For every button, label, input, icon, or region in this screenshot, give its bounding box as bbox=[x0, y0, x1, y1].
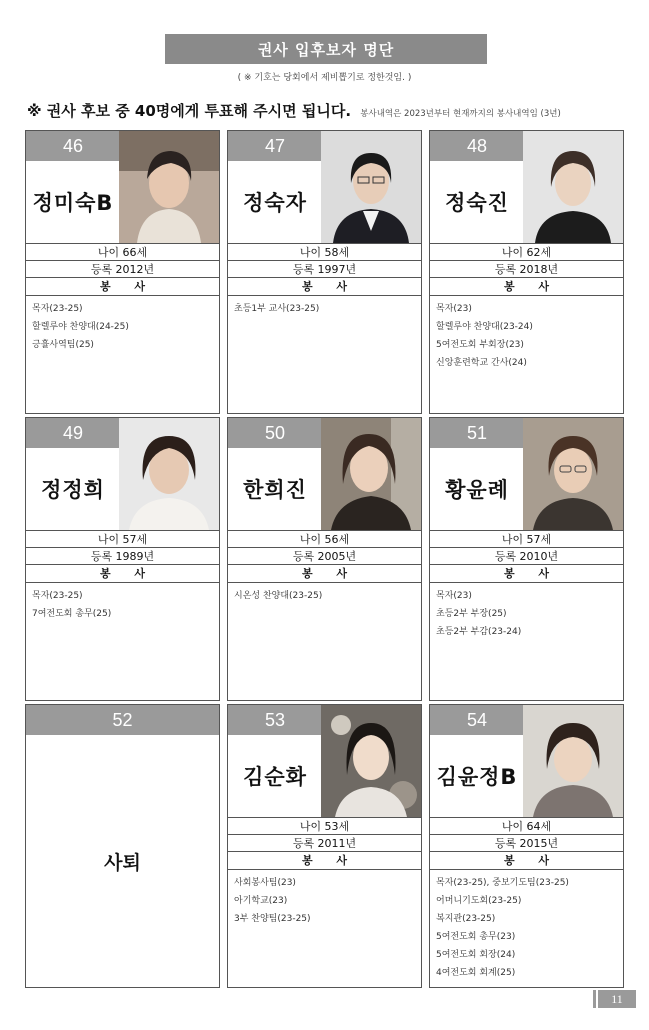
service-item: 아기학교(23) bbox=[234, 896, 288, 906]
candidate-photo bbox=[119, 131, 219, 243]
service-header: 봉 사 bbox=[430, 564, 623, 581]
service-header: 봉 사 bbox=[228, 851, 421, 868]
candidate-card bbox=[429, 130, 624, 414]
service-list bbox=[430, 582, 623, 645]
service-item: 초등2부 부장(25) bbox=[436, 609, 507, 619]
candidate-age: 나이 66세 bbox=[26, 243, 219, 260]
service-item: 목자(23-25), 중보기도팀(23-25) bbox=[436, 878, 569, 888]
service-item: 목자(23) bbox=[436, 304, 472, 314]
candidate-age: 나이 58세 bbox=[228, 243, 421, 260]
candidate-card bbox=[25, 130, 220, 414]
service-item: 3부 찬양팀(23-25) bbox=[234, 914, 311, 924]
service-item: 어머니기도회(23-25) bbox=[436, 896, 522, 906]
candidate-number: 50 bbox=[228, 418, 322, 448]
candidate-registration: 등록 1989년 bbox=[26, 547, 219, 564]
candidate-card bbox=[429, 704, 624, 988]
instruction-note: 봉사내역은 2023년부터 현재까지의 봉사내역임 (3년) bbox=[360, 109, 561, 119]
candidate-age: 나이 62세 bbox=[430, 243, 623, 260]
candidate-number: 46 bbox=[26, 131, 120, 161]
instruction-main: ※ 권사 후보 중 40명에게 투표해 주시면 됩니다. bbox=[27, 102, 352, 120]
candidate-photo bbox=[321, 418, 421, 530]
service-item: 복지관(23-25) bbox=[436, 914, 496, 924]
candidate-age: 나이 56세 bbox=[228, 530, 421, 547]
service-item: 할렐루야 찬양대(23-24) bbox=[436, 322, 533, 332]
candidate-number: 49 bbox=[26, 418, 120, 448]
candidate-age: 나이 57세 bbox=[430, 530, 623, 547]
service-item: 긍휼사역팀(25) bbox=[32, 340, 94, 350]
candidate-name: 정정희 bbox=[41, 478, 105, 502]
candidate-registration: 등록 1997년 bbox=[228, 260, 421, 277]
candidate-grid bbox=[25, 130, 624, 988]
service-item: 목자(23-25) bbox=[32, 591, 83, 601]
service-header: 봉 사 bbox=[430, 277, 623, 294]
candidate-name: 김순화 bbox=[243, 765, 307, 789]
candidate-registration: 등록 2011년 bbox=[228, 834, 421, 851]
candidate-number: 47 bbox=[228, 131, 322, 161]
service-list bbox=[228, 869, 421, 932]
candidate-registration: 등록 2018년 bbox=[430, 260, 623, 277]
candidate-registration: 등록 2010년 bbox=[430, 547, 623, 564]
retired-label: 사퇴 bbox=[104, 851, 141, 874]
service-list bbox=[228, 295, 421, 322]
candidate-photo bbox=[321, 705, 421, 817]
service-item: 4여전도회 회계(25) bbox=[436, 968, 516, 978]
service-list bbox=[430, 869, 623, 986]
candidate-photo bbox=[321, 131, 421, 243]
candidate-age: 나이 64세 bbox=[430, 817, 623, 834]
service-item: 5여전도회 부회장(23) bbox=[436, 340, 524, 350]
candidate-number: 48 bbox=[430, 131, 524, 161]
candidate-name: 황윤례 bbox=[445, 478, 509, 502]
page-number: 11 bbox=[598, 990, 636, 1008]
service-item: 목자(23) bbox=[436, 591, 472, 601]
service-item: 시온성 찬양대(23-25) bbox=[234, 591, 323, 601]
candidate-name: 정숙진 bbox=[445, 191, 509, 215]
candidate-number: 51 bbox=[430, 418, 524, 448]
service-item: 목자(23-25) bbox=[32, 304, 83, 314]
candidate-name: 김윤정B bbox=[436, 765, 518, 789]
service-list bbox=[228, 582, 421, 609]
service-list bbox=[430, 295, 623, 376]
service-item: 사회봉사팀(23) bbox=[234, 878, 296, 888]
candidate-photo bbox=[119, 418, 219, 530]
candidate-registration: 등록 2012년 bbox=[26, 260, 219, 277]
service-item: 초등1부 교사(23-25) bbox=[234, 304, 320, 314]
candidate-name: 정숙자 bbox=[243, 191, 307, 215]
service-item: 7여전도회 총무(25) bbox=[32, 609, 112, 619]
candidate-registration: 등록 2005년 bbox=[228, 547, 421, 564]
page-title: 권사 입후보자 명단 bbox=[165, 34, 487, 64]
candidate-photo bbox=[523, 705, 623, 817]
service-item: 5여전도회 총무(23) bbox=[436, 932, 516, 942]
candidate-age: 나이 53세 bbox=[228, 817, 421, 834]
candidate-card bbox=[227, 417, 422, 701]
candidate-number: 52 bbox=[26, 705, 219, 735]
candidate-photo bbox=[523, 418, 623, 530]
service-header: 봉 사 bbox=[228, 277, 421, 294]
service-header: 봉 사 bbox=[26, 277, 219, 294]
service-list bbox=[26, 295, 219, 358]
candidate-card-retired bbox=[25, 704, 220, 988]
candidate-number: 54 bbox=[430, 705, 524, 735]
candidate-name: 정미숙B bbox=[32, 191, 114, 215]
service-header: 봉 사 bbox=[26, 564, 219, 581]
page-subtitle: ( ※ 기호는 당회에서 제비뽑기로 정한것임. ) bbox=[237, 73, 412, 83]
service-header: 봉 사 bbox=[430, 851, 623, 868]
service-list bbox=[26, 582, 219, 627]
candidate-card bbox=[429, 417, 624, 701]
service-item: 초등2부 부감(23-24) bbox=[436, 627, 522, 637]
candidate-photo bbox=[523, 131, 623, 243]
service-item: 신앙훈련학교 간사(24) bbox=[436, 358, 527, 368]
candidate-card bbox=[227, 130, 422, 414]
candidate-registration: 등록 2015년 bbox=[430, 834, 623, 851]
candidate-card bbox=[25, 417, 220, 701]
service-item: 5여전도회 회장(24) bbox=[436, 950, 516, 960]
candidate-number: 53 bbox=[228, 705, 322, 735]
service-item: 할렐루야 찬양대(24-25) bbox=[32, 322, 129, 332]
voting-instruction bbox=[27, 100, 627, 121]
service-header: 봉 사 bbox=[228, 564, 421, 581]
candidate-age: 나이 57세 bbox=[26, 530, 219, 547]
candidate-card bbox=[227, 704, 422, 988]
candidate-name: 한희진 bbox=[243, 478, 307, 502]
